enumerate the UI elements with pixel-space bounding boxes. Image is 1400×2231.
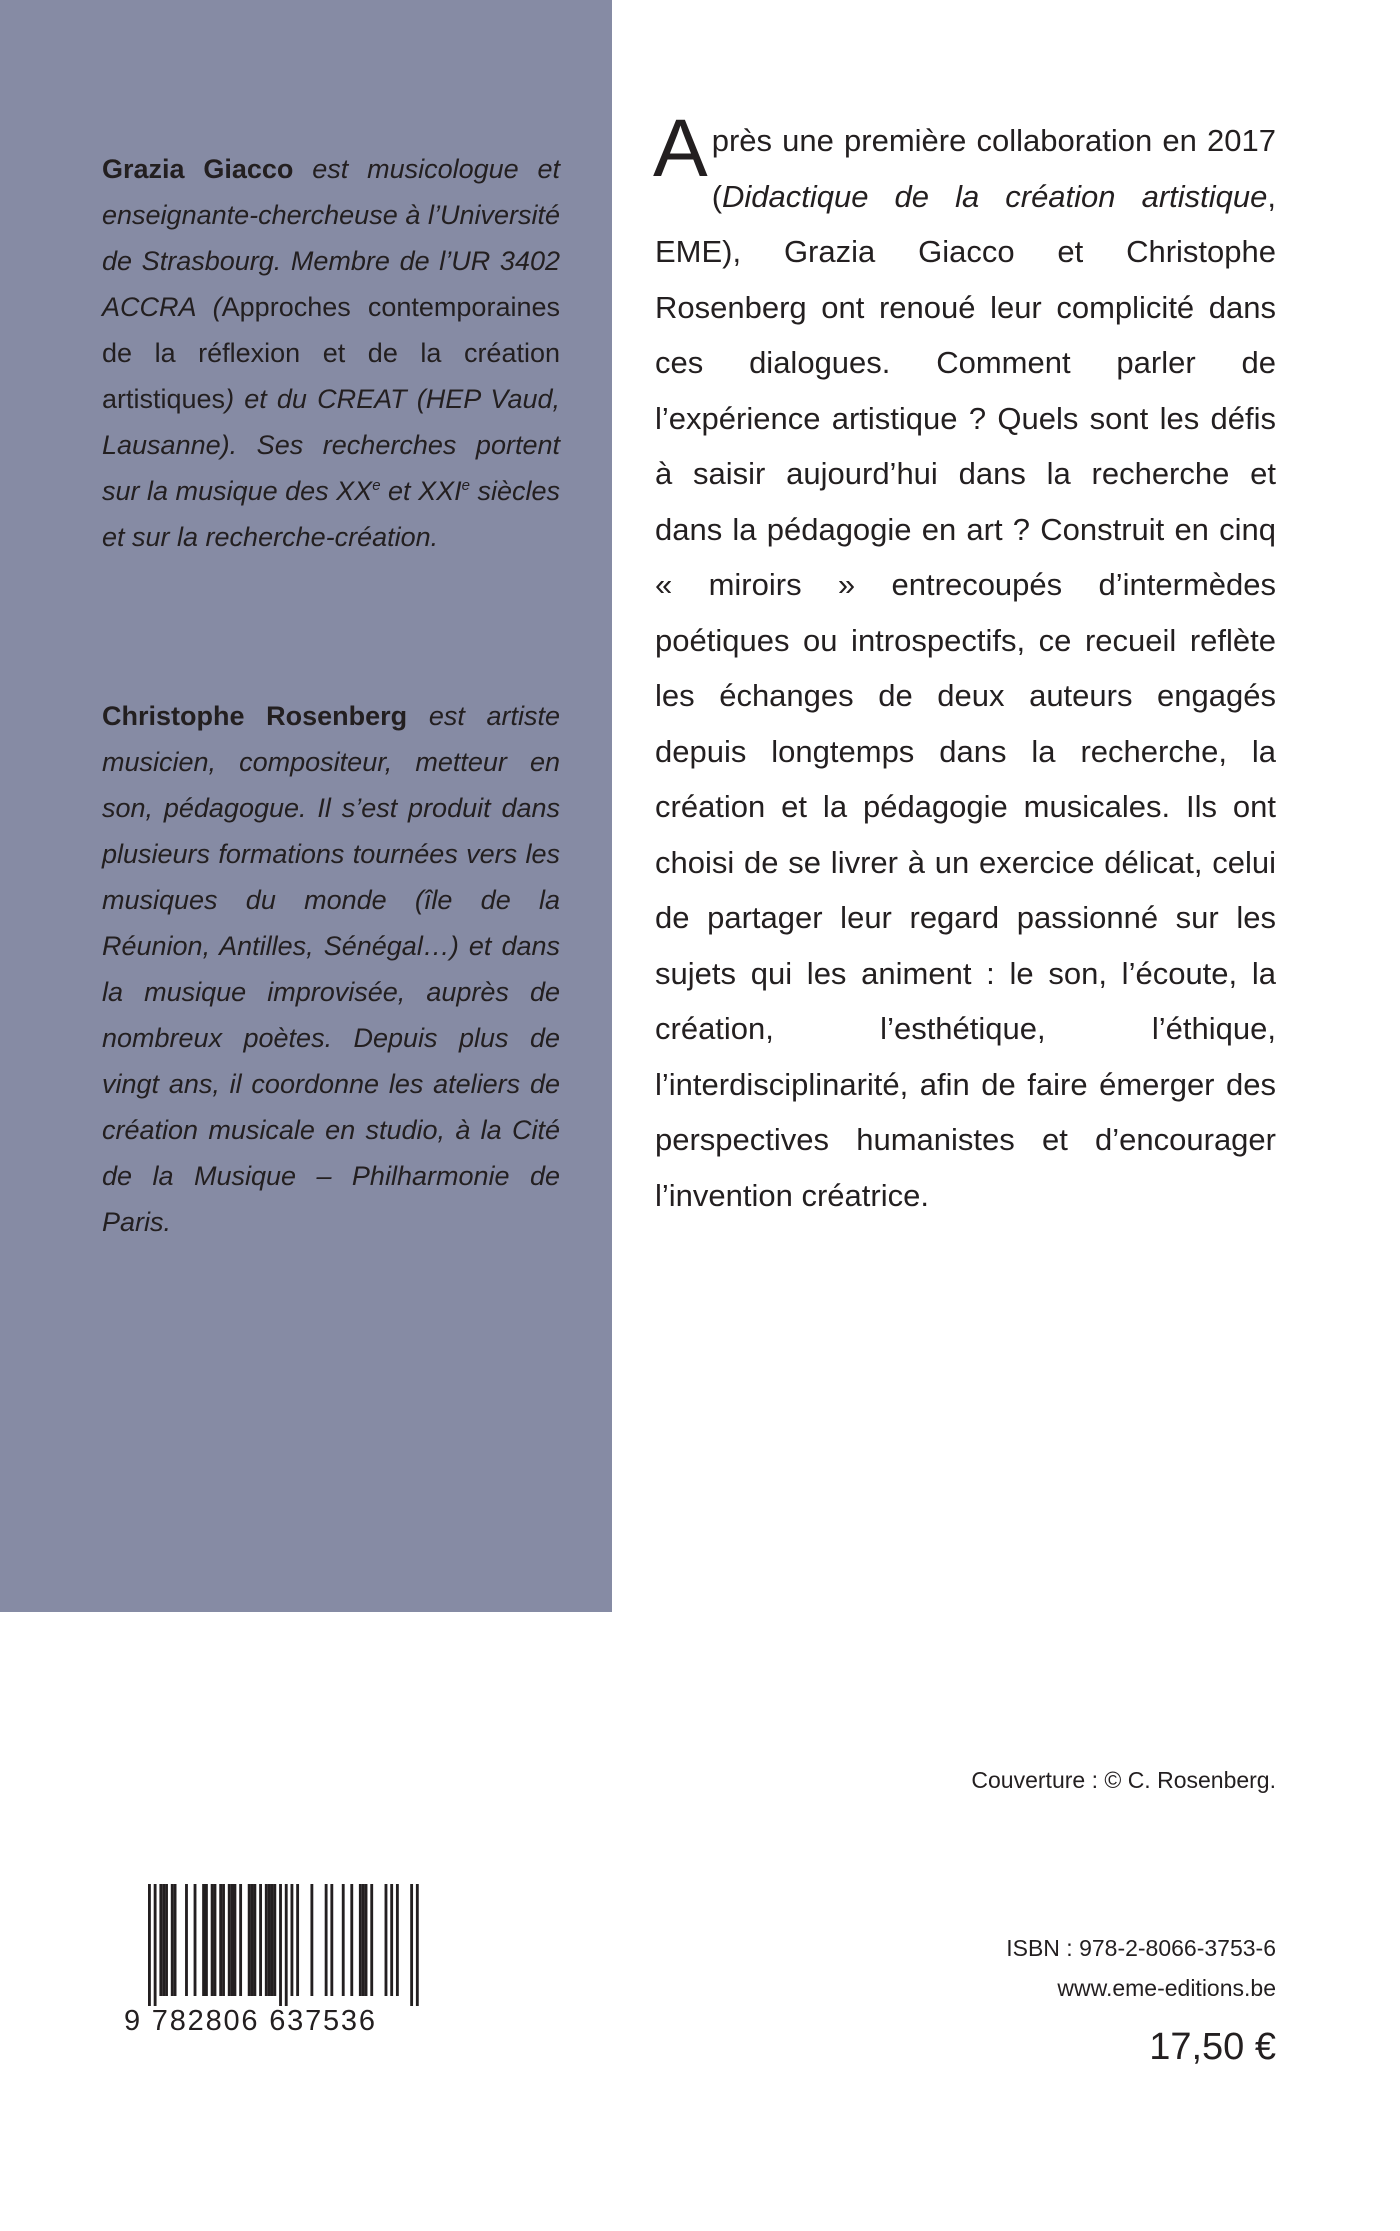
bio-text: est artiste musicien, compositeur, metteur en son, pédagogue. Il s’est produit dans plusieurs formations tournées vers les musiques du monde (île de la Réunion, Antilles, Sénégal…) et dans la musique improvisée, auprès de nombreux poètes. Depuis plus de vingt ans, il coordonne les ateliers de création musicale en studio, à la Cité de la Musique – Philharmonie de Paris. [102,701,560,1237]
barcode-bar [239,1884,242,1996]
barcode-bar [159,1884,162,1996]
bio-text: siècles et sur la recherche-création. [102,476,560,552]
barcode-bar [154,1884,157,2012]
bio-grazia-giacco [102,146,560,560]
cited-title: Didactique de la création artistique [722,178,1268,214]
barcode-bar [365,1884,368,1996]
author-name-giacco: Grazia Giacco [102,154,294,184]
barcode-bar [285,1884,288,2012]
barcode-bar [211,1884,214,1996]
barcode-bar [253,1884,256,1996]
barcode-bar [259,1884,262,1996]
barcode-bar [410,1884,413,2012]
barcode-bar [385,1884,388,1996]
barcode-bar [350,1884,353,1996]
barcode-bar [228,1884,231,1996]
barcode-bar [171,1884,174,1996]
barcode-bar [231,1884,234,1996]
bio-text: et XXI [380,476,462,506]
barcode-bar [251,1884,254,1996]
barcode-bar [396,1884,399,1996]
superscript: e [461,477,470,494]
superscript: e [372,477,381,494]
bio-text: est musicologue et enseignante-chercheuse à l’Université de Strasbourg. Membre de l’UR 3402 ACCRA ( [102,154,561,322]
barcode-bar [273,1884,276,1996]
barcode-bar [205,1884,208,1996]
blurb-text: près une première collaboration en 2017 ( [711,123,1276,214]
drop-cap: A [653,103,708,194]
barcode-bar [234,1884,237,1996]
barcode-bar [165,1884,168,1996]
barcode-bar [219,1884,222,1996]
isbn-barcode [124,1884,448,2037]
barcode-bar [222,1884,225,1996]
bio-text: ) et du CREAT (HEP Vaud, Lausanne). Ses recherches portent sur la musique des XX [102,384,560,506]
barcode-bar [268,1884,271,1996]
barcode-bar [296,1884,299,1996]
barcode-bar [148,1884,151,2012]
barcode-bar [342,1884,345,1996]
barcode-bar [202,1884,205,1996]
barcode-bar [214,1884,217,1996]
bio-christophe-rosenberg [102,693,560,1245]
barcode-bar [362,1884,365,1996]
barcode-bar [325,1884,328,1996]
publisher-website: www.eme-editions.be [1057,1975,1276,2001]
book-blurb [653,103,1276,1223]
barcode-bar [271,1884,274,1996]
isbn-number: ISBN : 978-2-8066-3753-6 [1006,1935,1276,1961]
barcode-bar [330,1884,333,1996]
barcode-bar [291,1884,294,1996]
cover-credit: Couverture : © C. Rosenberg. [971,1767,1276,1793]
barcode-digits: 9 782806 637536 [124,2006,448,2036]
barcode-bar [174,1884,177,1996]
price: 17,50 € [1149,2026,1276,2068]
barcode-bar [194,1884,197,1996]
barcode-bar [359,1884,362,1996]
barcode-bar [310,1884,313,1996]
barcode-bar [370,1884,373,1996]
barcode-bar [162,1884,165,1996]
barcode-bar [390,1884,393,1996]
barcode-bar [416,1884,419,2012]
barcode-bars [124,1884,448,2012]
blurb-text: , EME), Grazia Giacco et Christophe Rosenberg ont renoué leur complicité dans ces dialogues. Comment parler de l’expérience artistique ? Quels sont les défis à saisir aujourd’hui dans la recherche et dans la pédagogie en art ? Construit en cinq « miroirs » entrecoupés d’intermèdes poétiques ou introspectifs, ce recueil reflète les échanges de deux auteurs engagés depuis longtemps dans la recherche, la création et la pédagogie musicales. Ils ont choisi de se livrer à un exercice délicat, celui de partager leur regard passionné sur les sujets qui les animent : le son, l’écoute, la création, l’esthétique, l’éthique, l’interdisciplinarité, afin de faire émerger des perspectives humanistes et d’encourager l’invention créatrice. [655,178,1276,1213]
barcode-bar [279,1884,282,2012]
barcode-bar [185,1884,188,1996]
barcode-bar [265,1884,268,1996]
barcode-bar [248,1884,251,1996]
author-bio-panel [0,0,612,1612]
author-name-rosenberg: Christophe Rosenberg [102,701,408,731]
bio-text: Approches contemporaines de la réflexion et de la création artistiques [102,292,560,414]
